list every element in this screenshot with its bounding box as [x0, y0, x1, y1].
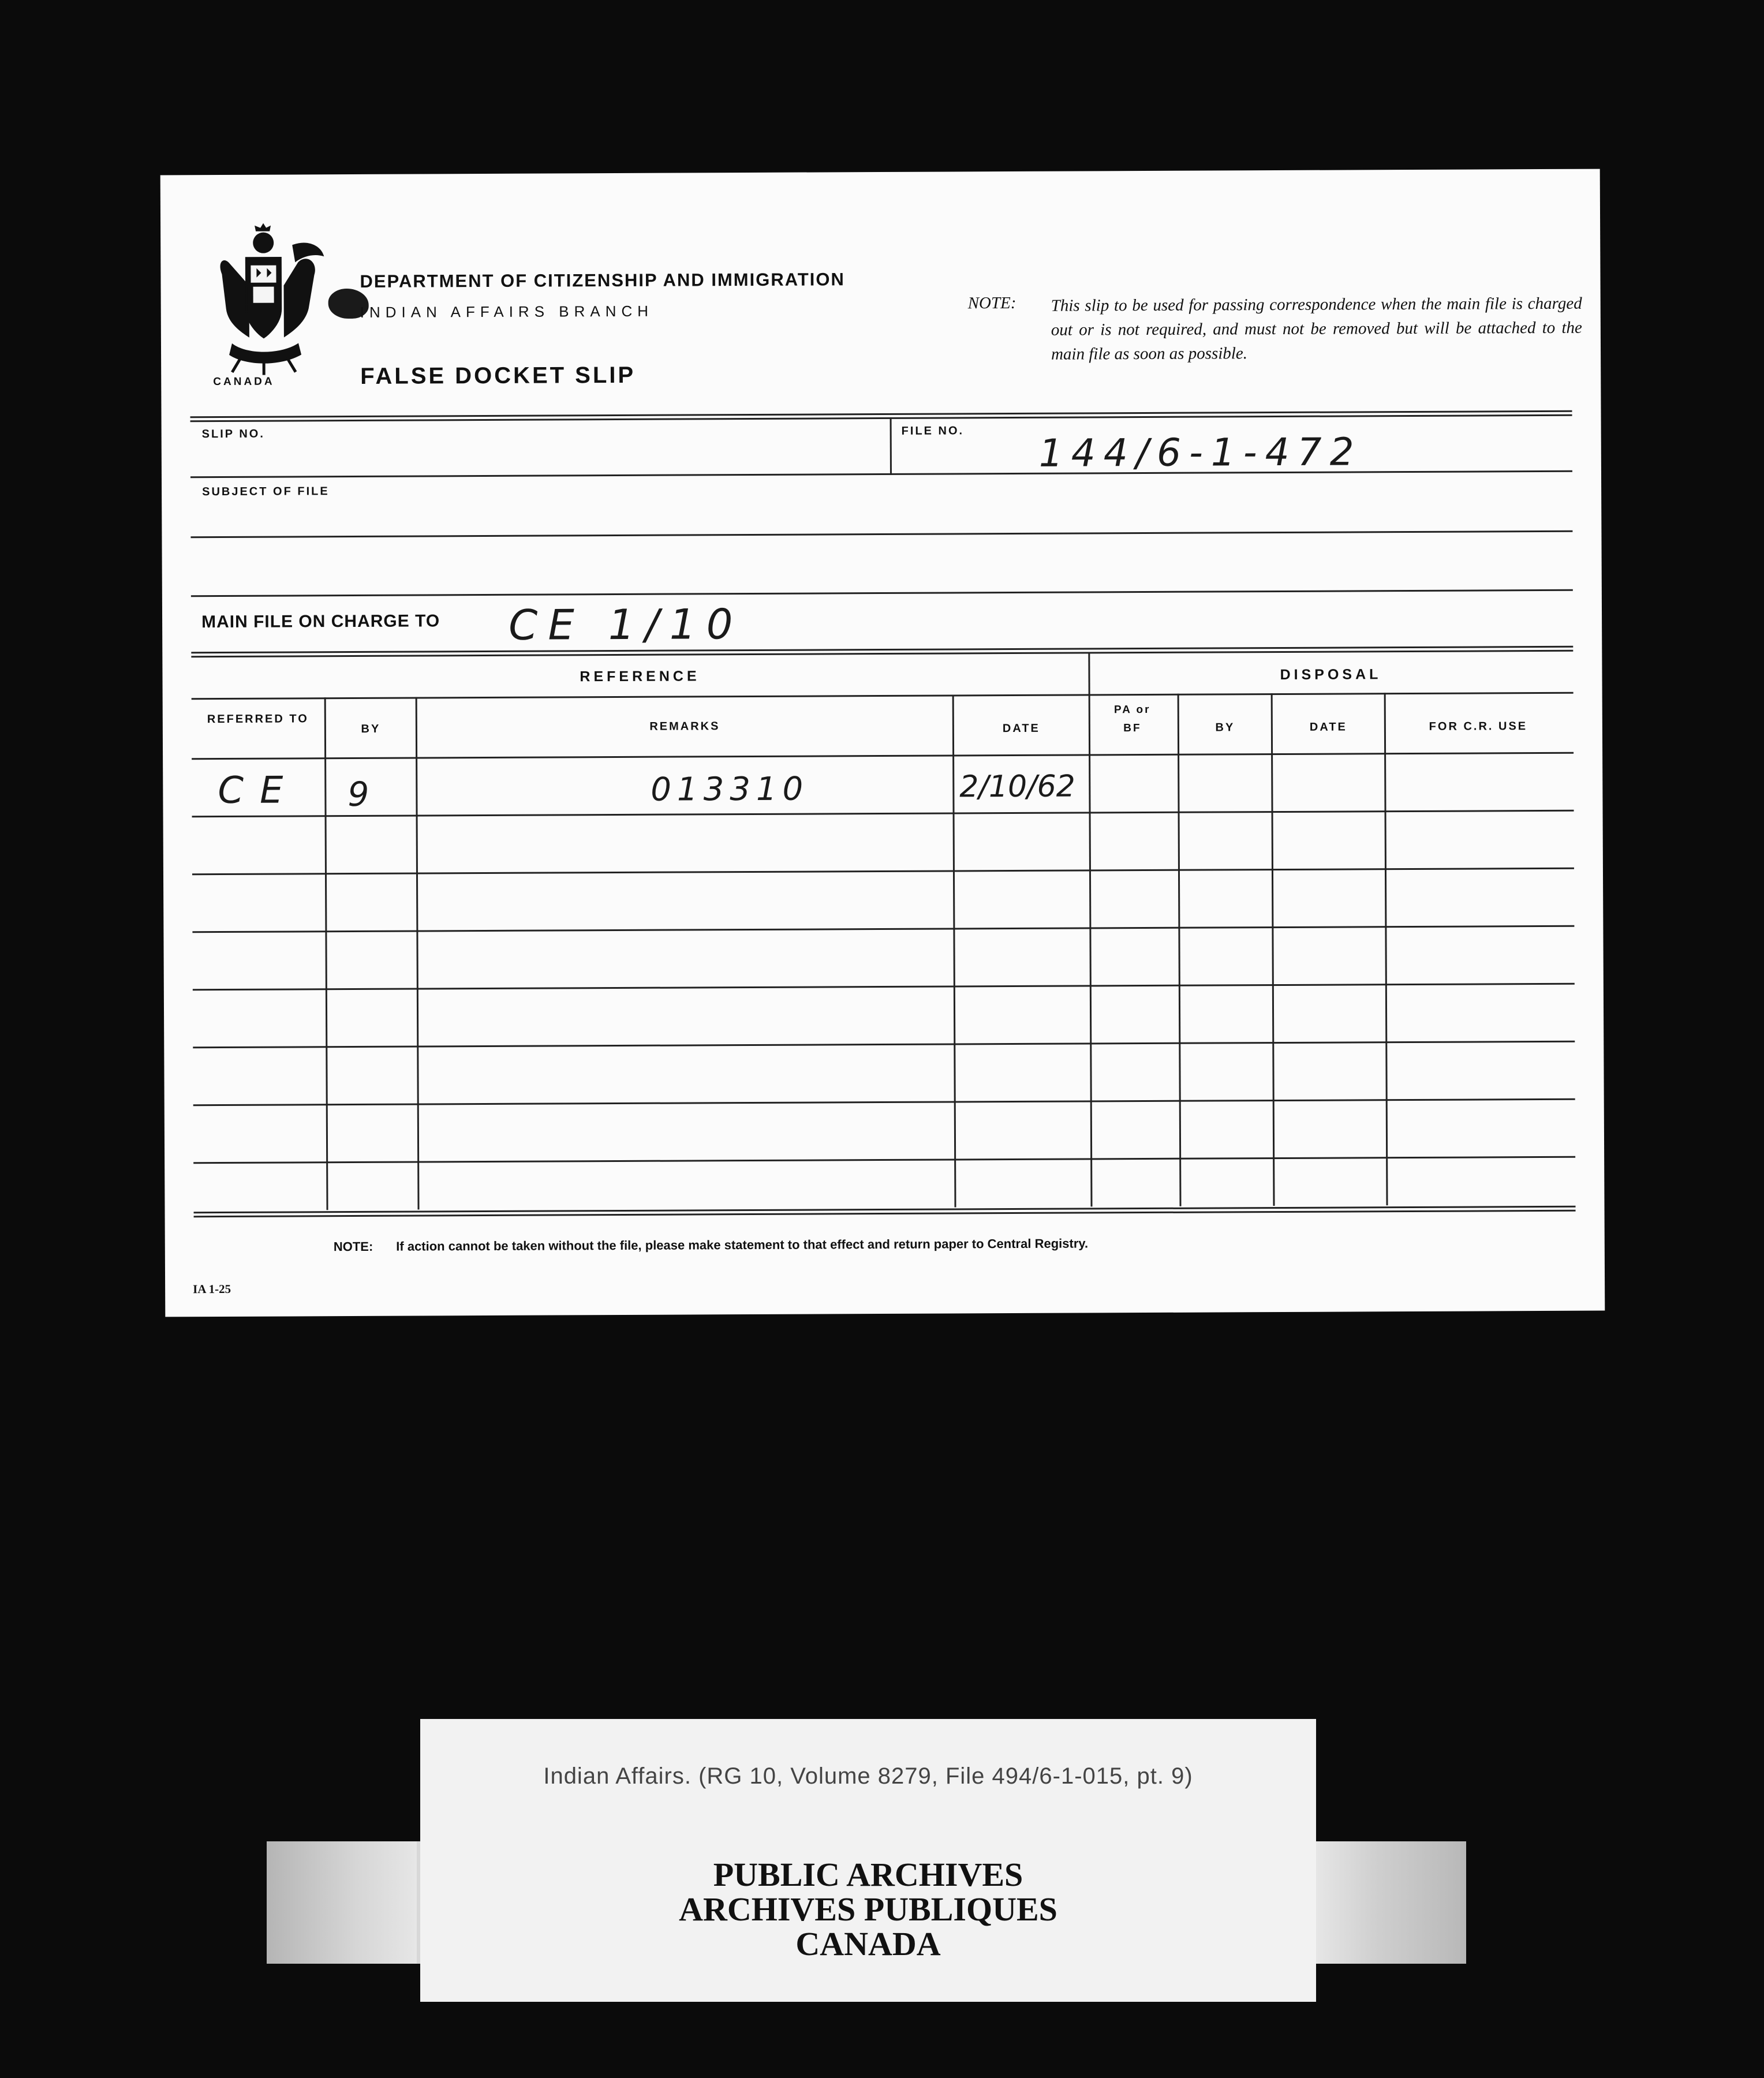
subject-label: SUBJECT OF FILE — [202, 485, 330, 499]
row-rule-1 — [192, 810, 1574, 817]
row1-referred-to[interactable]: CE — [218, 769, 300, 813]
header-row-rule — [192, 752, 1574, 760]
row-rule-3 — [192, 925, 1574, 933]
col-disp-date: DATE — [1309, 720, 1347, 734]
row1-remarks[interactable]: 013310 — [651, 770, 809, 809]
ref-disp-divider — [1088, 652, 1092, 1206]
form-number: IA 1-25 — [193, 1281, 231, 1296]
file-no-label: FILE NO. — [901, 424, 965, 438]
disposal-title: DISPOSAL — [1280, 666, 1382, 683]
main-file-label: MAIN FILE ON CHARGE TO — [201, 611, 440, 632]
department-title: DEPARTMENT OF CITIZENSHIP AND IMMIGRATION — [360, 269, 845, 291]
col-divider-3 — [952, 694, 956, 1207]
row1-date[interactable]: 2/10/62 — [959, 769, 1075, 805]
subject-field[interactable] — [202, 498, 1530, 590]
col-by: BY — [361, 722, 381, 735]
footer-note-text: If action cannot be taken without the file, please make statement to that effect and return paper to Central Registry. — [396, 1236, 1089, 1254]
reference-title: REFERENCE — [580, 668, 700, 685]
archive-stamp — [420, 1858, 1316, 1961]
archive-line-1: PUBLIC ARCHIVES — [713, 1856, 1023, 1893]
table-top-rule — [191, 646, 1573, 657]
docket-slip — [160, 169, 1605, 1317]
row-rule-2 — [192, 868, 1574, 875]
main-file-field[interactable]: CE 1/10 — [508, 600, 743, 649]
table-bottom-rule — [194, 1206, 1576, 1217]
row-rule-5 — [193, 1041, 1575, 1048]
footer-note — [334, 1236, 1088, 1254]
col-divider-2 — [416, 697, 420, 1210]
col-remarks: REMARKS — [649, 720, 720, 733]
section-rule — [192, 692, 1574, 700]
col-disp-by: BY — [1215, 721, 1235, 734]
col-date: DATE — [1002, 722, 1040, 735]
archive-line-2: ARCHIVES PUBLIQUES — [679, 1890, 1057, 1928]
row-rule-7 — [193, 1156, 1575, 1164]
col-divider-5 — [1271, 693, 1275, 1206]
note-text: This slip to be used for passing correspondence when the main file is charged out or is not required, and must not be removed but will be attached to the main file as soon as possible. — [1051, 294, 1582, 364]
slip-file-divider — [890, 417, 892, 475]
file-no-field[interactable]: 144/6-1-472 — [1038, 429, 1362, 476]
col-pa-or-bf: PA or BF — [1113, 703, 1151, 735]
header-divider — [190, 410, 1572, 422]
col-referred-to: REFERRED TO — [207, 712, 309, 726]
archive-line-3: CANADA — [795, 1925, 941, 1963]
country-label: CANADA — [213, 375, 275, 388]
footer-note-label: NOTE: — [333, 1239, 373, 1254]
slip-no-label: SLIP NO. — [201, 427, 265, 441]
coat-of-arms-icon — [205, 222, 333, 378]
row-rule-6 — [193, 1098, 1575, 1106]
col-divider-6 — [1384, 693, 1388, 1205]
archive-band-right — [1316, 1841, 1466, 1964]
row1-by[interactable]: 9 — [347, 774, 369, 814]
archive-citation: Indian Affairs. (RG 10, Volume 8279, File 494/6-1-015, pt. 9) — [543, 1763, 1193, 1789]
col-divider-4 — [1178, 694, 1182, 1206]
subject-line-2 — [191, 589, 1573, 597]
form-title: FALSE DOCKET SLIP — [360, 362, 636, 389]
branch-title: INDIAN AFFAIRS BRANCH — [360, 302, 654, 321]
archive-band-left — [267, 1841, 417, 1964]
col-divider-1 — [324, 697, 328, 1210]
note-label: NOTE: — [967, 293, 1016, 313]
col-cr-use: FOR C.R. USE — [1429, 720, 1528, 733]
file-no-underline — [190, 470, 1572, 478]
slip-no-field[interactable] — [335, 425, 912, 462]
row-rule-4 — [193, 983, 1575, 991]
